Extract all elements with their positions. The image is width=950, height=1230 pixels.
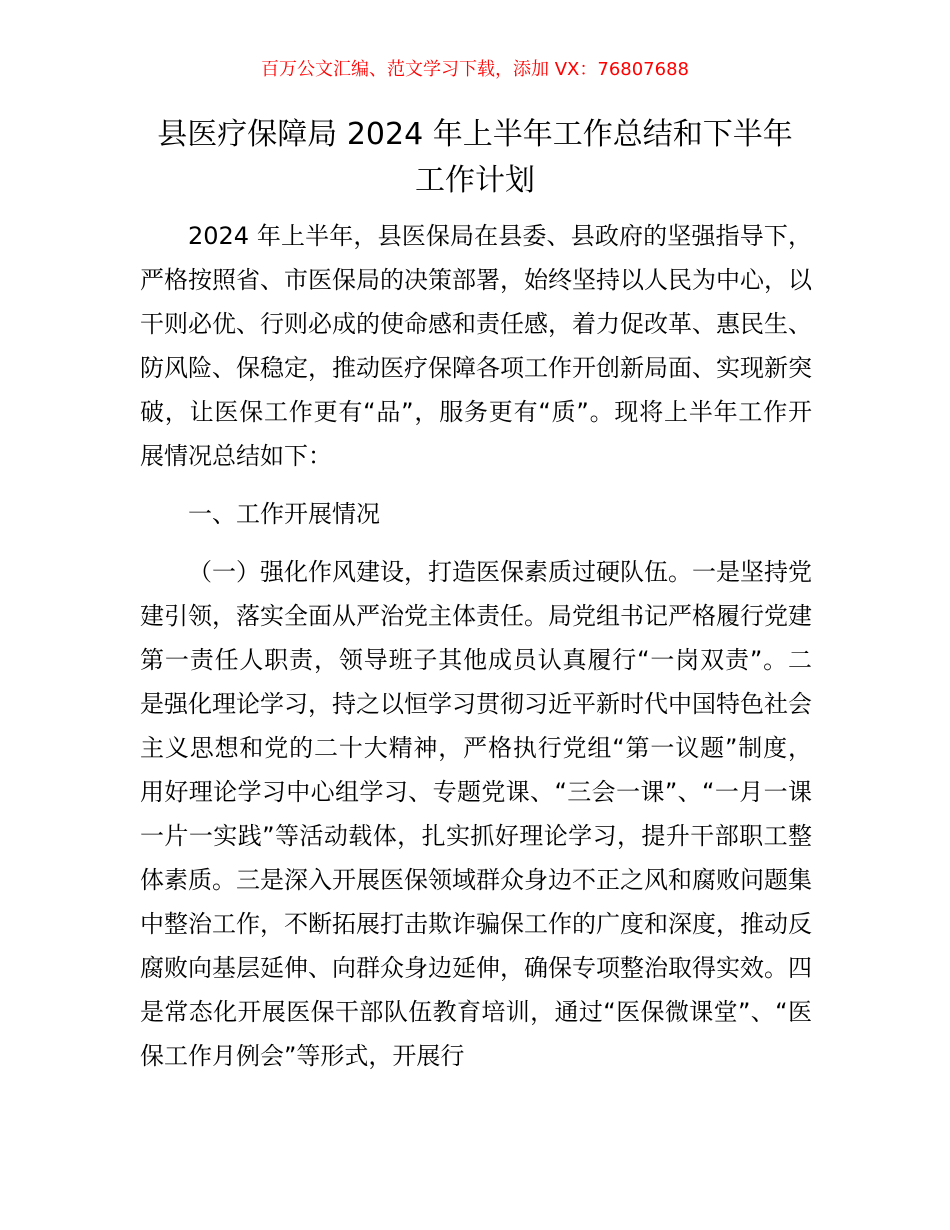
header-watermark-note: 百万公文汇编、范文学习下载，添加 VX：76807688 [261,59,689,80]
intro-paragraph: 2024 年上半年，县医保局在县委、县政府的坚强指导下，严格按照省、市医保局的决策部署，始终坚持以人民为中心，以干则必优、行则必成的使命感和责任感，着力促改革、惠民生、防风险、保稳定，推动医疗保障各项工作开创新局面、实现新突破，让医保工作更有“品”，服务更有“质”。现将上半年工作开展情况总结如下： [140,222,812,470]
document-title-line-2: 工作计划 [415,163,535,198]
document-title-line-1: 县医疗保障局 2024 年上半年工作总结和下半年 [157,117,793,152]
document-title [140,112,810,204]
section-heading-work-progress: 一、工作开展情况 [188,500,380,528]
section-item-paragraph: （一）强化作风建设，打造医保素质过硬队伍。一是坚持党建引领，落实全面从严治党主体责任。局党组书记严格履行党建第一责任人职责，领导班子其他成员认真履行“一岗双责”。二是强化理论学习，持之以恒学习贯彻习近平新时代中国特色社会主义思想和党的二十大精神，严格执行党组“第一议题”制度，用好理论学习中心组学习、专题党课、“三会一课”、“一月一课一片一实践”等活动载体，扎实抓好理论学习，提升干部职工整体素质。三是深入开展医保领域群众身边不正之风和腐败问题集中整治工作，不断拓展打击欺诈骗保工作的广度和深度，推动反腐败向基层延伸、向群众身边延伸，确保专项整治取得实效。四是常态化开展医保干部队伍教育培训，通过“医保微课堂”、“医保工作月例会”等形式，开展行 [140,558,812,1070]
document-body [140,214,812,1078]
